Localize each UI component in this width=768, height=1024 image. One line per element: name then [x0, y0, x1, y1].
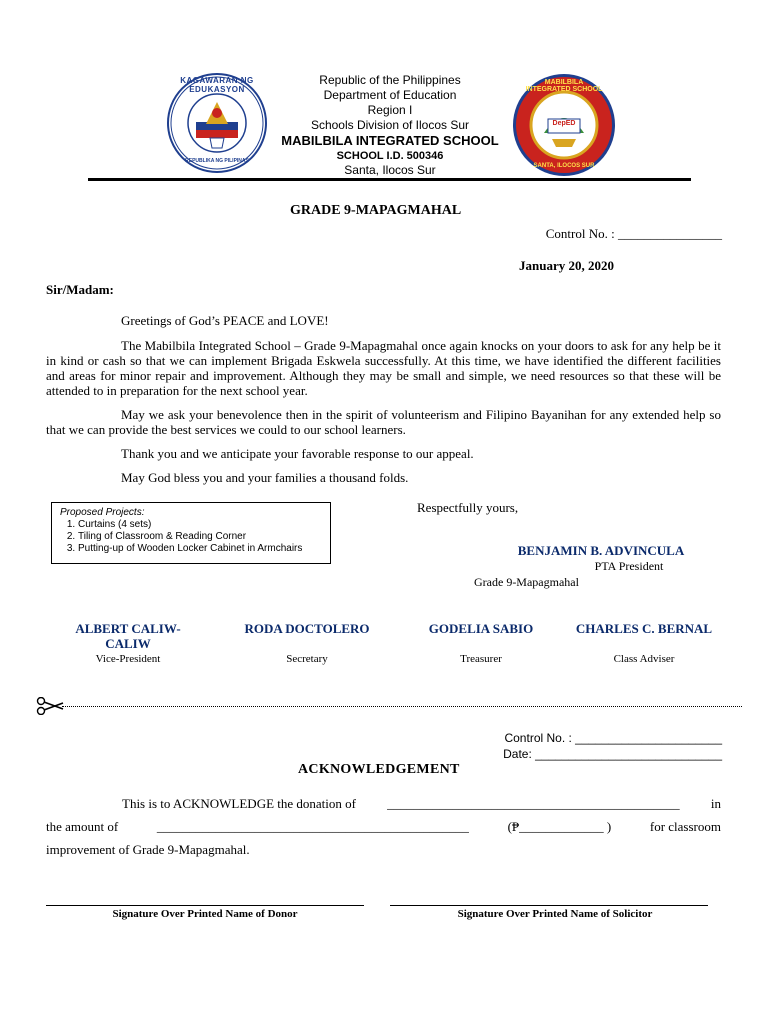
ack-text: This is to ACKNOWLEDGE the donation of	[122, 796, 356, 811]
officer-block	[60, 621, 196, 665]
solicitor-signature-label: Signature Over Printed Name of Solicitor	[457, 908, 653, 920]
salutation: Sir/Madam:	[46, 282, 114, 297]
letter-paragraph: The Mabilbila Integrated School – Grade 9-Mapagmahal once again knocks on your doors to ask for any help be it in kind or cash so that we can implement Brigada Eskwela successfully. At this time, we have identified the different facilities and areas for minor repair and improvement. Although they may be small and simple, we need resources so that these will be attended to in preparation for the next school year.	[46, 338, 721, 398]
header-line: Department of Education	[323, 88, 457, 102]
project-item: 2. Tiling of Classroom & Reading Corner	[78, 531, 322, 543]
school-seal: MABILBILA INTEGRATED SCHOOL DepED SANTA, ILOCOS SUR	[512, 73, 616, 177]
donor-signature-label: Signature Over Printed Name of Donor	[112, 908, 298, 920]
ack-line	[46, 819, 721, 835]
officer-block	[564, 621, 724, 665]
header-line: Republic of the Philippines	[319, 73, 461, 87]
president-name: BENJAMIN B. ADVINCULA	[517, 543, 685, 558]
amount-words-blank[interactable]: ________________________________________________	[156, 819, 469, 834]
letter-greeting: Greetings of God’s PEACE and LOVE!	[121, 313, 329, 328]
officer-name: RODA DOCTOLERO	[244, 621, 370, 636]
letter-paragraph: Thank you and we anticipate your favorable response to our appeal.	[121, 446, 474, 461]
officer-title: Treasurer	[460, 653, 502, 665]
header-line: Schools Division of Ilocos Sur	[310, 118, 470, 132]
header-line: Region I	[367, 103, 413, 117]
project-item: 3. Putting-up of Wooden Locker Cabinet in Armchairs	[78, 543, 322, 555]
scissors-icon	[36, 697, 64, 715]
letter-heading: GRADE 9-MAPAGMAHAL	[290, 203, 462, 218]
ack-line	[46, 796, 721, 812]
ack-control-number: Control No. : ______________________	[504, 731, 722, 745]
letter-date: January 20, 2020	[519, 258, 614, 273]
projects-title: Proposed Projects:	[60, 507, 145, 518]
ack-heading: ACKNOWLEDGEMENT	[298, 762, 460, 777]
school-name: MABILBILA INTEGRATED SCHOOL	[281, 133, 499, 148]
project-item: 1. Curtains (4 sets)	[78, 519, 322, 531]
school-id: SCHOOL I.D. 500346	[336, 150, 444, 162]
officer-block	[410, 621, 552, 665]
ack-text: for classroom	[649, 819, 721, 834]
closing: Respectfully yours,	[417, 500, 519, 515]
officer-block	[227, 621, 387, 665]
ack-text: in	[710, 796, 721, 811]
solicitor-signature-line[interactable]	[390, 905, 708, 906]
ack-text: improvement of Grade 9-Mapagmahal.	[46, 842, 250, 857]
ack-text: the amount of	[46, 819, 119, 834]
letter-paragraph: May we ask your benevolence then in the spirit of volunteerism and Filipino Bayanihan for any extended help so that we can provide the best services we could to our school learners.	[46, 407, 721, 437]
proposed-projects-box	[51, 502, 331, 564]
donor-signature-line[interactable]	[46, 905, 364, 906]
officer-title: Vice-President	[95, 653, 161, 665]
president-title: PTA President	[594, 559, 664, 573]
amount-peso-blank[interactable]: (₱_____________ )	[507, 819, 612, 834]
officer-title: Secretary	[286, 653, 328, 665]
deped-seal: KAGAWARAN NG EDUKASYON REPUBLIKA NG PILIPINAS	[166, 72, 268, 174]
officer-name: CHARLES C. BERNAL	[575, 621, 713, 636]
officer-name: GODELIA SABIO	[428, 621, 534, 636]
header-rule	[88, 178, 691, 181]
ack-date: Date: ____________________________	[503, 747, 722, 761]
donation-blank[interactable]: _____________________________________________	[387, 796, 680, 811]
letterhead	[270, 73, 510, 178]
control-number: Control No. : ________________	[545, 226, 722, 241]
officer-title: Class Adviser	[613, 653, 675, 665]
letter-paragraph: May God bless you and your families a thousand folds.	[121, 470, 409, 485]
president-section: Grade 9-Mapagmahal	[474, 575, 579, 589]
school-seal-center: DepED	[552, 120, 576, 127]
school-address: Santa, Ilocos Sur	[344, 163, 436, 177]
cut-line	[62, 706, 742, 707]
officer-name: ALBERT CALIW-CALIW	[75, 621, 181, 651]
president-signature	[470, 543, 732, 574]
